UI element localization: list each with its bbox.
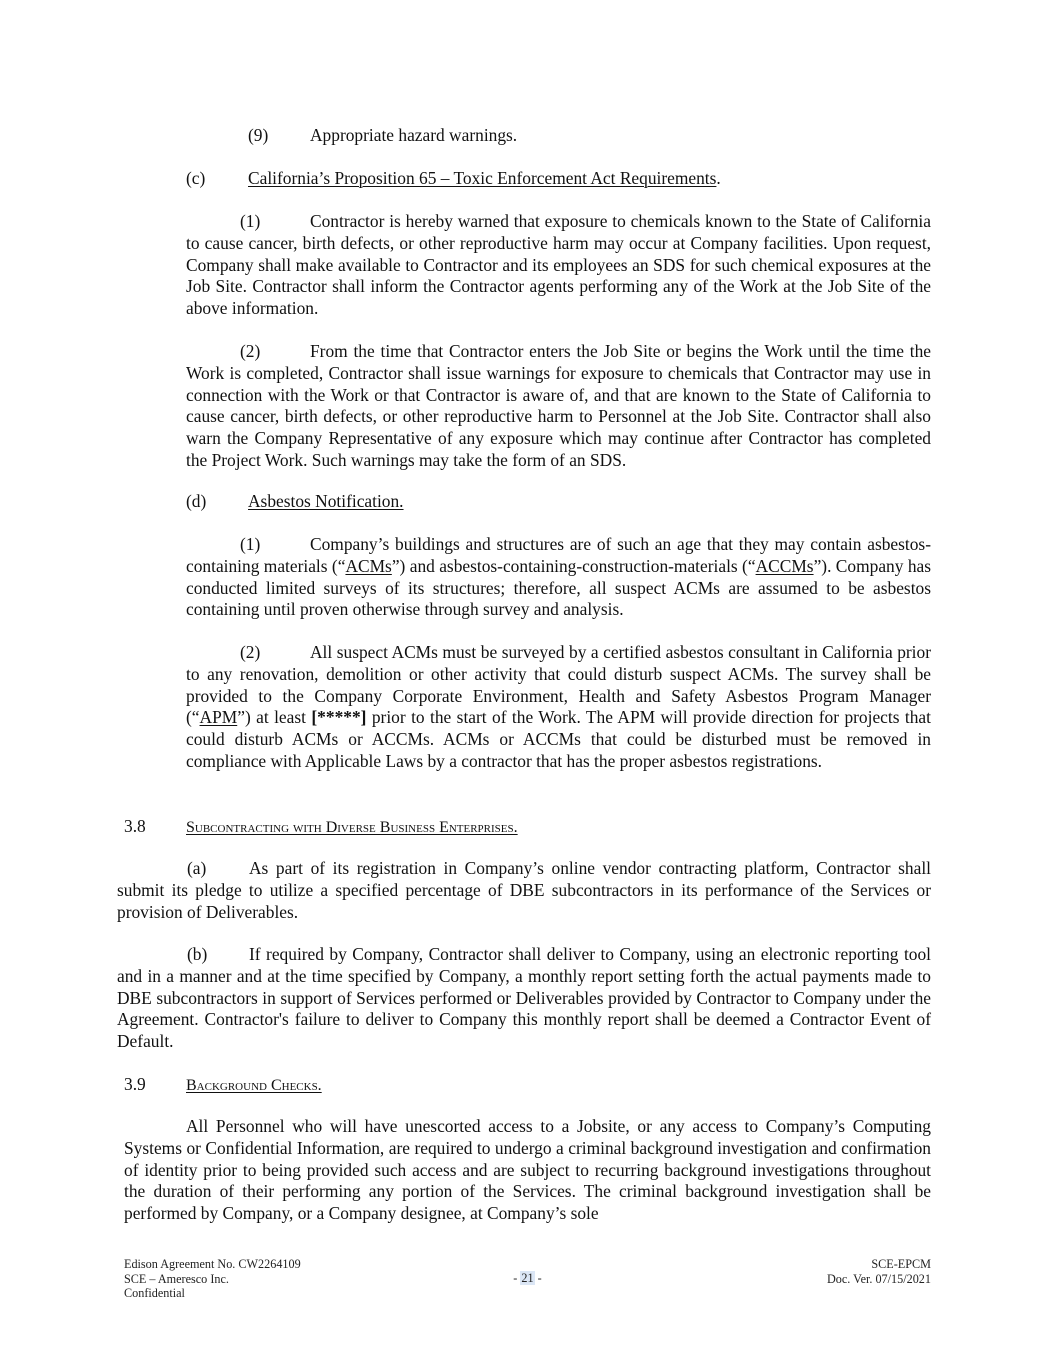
paragraph-text: ”) and asbestos-containing-construction-materials (“	[391, 555, 756, 576]
section-title: Subcontracting with Diverse Business Enterprises.	[186, 819, 518, 836]
paragraph-text: From the time that Contractor enters the Job Site or begins the Work until the time the Work is completed, Contractor shall issue warnings for exposure to chemicals that Contractor may use in connection with the Work or that Contractor is aware of, and that are known to the State of California to cause cancer, birth defects, or other reproductive harm to Personnel at the Job Site. Contractor shall also warn the Company Representative of any exposure which may continue after Contractor has completed the Project Work. Such warnings may take the form of an SDS.	[186, 341, 931, 470]
section-heading-3-8	[124, 816, 518, 839]
punctuation: .	[716, 168, 721, 188]
section-heading-3-9	[124, 1074, 322, 1097]
defined-term-apm: APM	[199, 707, 238, 728]
section-title: Background Checks.	[186, 1077, 322, 1094]
paragraph-label: (b)	[187, 944, 208, 964]
footer-doc-version: Doc. Ver. 07/15/2021	[826, 1271, 931, 1286]
footer-right	[827, 1257, 931, 1286]
paragraph-d1	[186, 534, 931, 621]
paragraph-label: (1)	[240, 211, 261, 231]
paragraph-text: As part of its registration in Company’s online vendor contracting platform, Contractor shall submit its pledge to utilize a specified percentage of DBE subcontractors in its performance of the Services or provision of Deliverables.	[117, 858, 931, 922]
paragraph-text: Company’s buildings and structures are of such an age that they may contain asbestos-containing materials (“	[186, 534, 931, 576]
paragraph-3-9	[124, 1116, 931, 1225]
footer-confidential: Confidential	[124, 1286, 185, 1301]
paragraph-3-8-b	[117, 944, 931, 1053]
footer-parties: SCE – Ameresco Inc.	[124, 1271, 229, 1286]
footer-doc-code: SCE-EPCM	[871, 1257, 931, 1271]
subsection-title: California’s Proposition 65 – Toxic Enforcement Act Requirements	[248, 168, 717, 188]
subsection-label: (d)	[186, 491, 207, 511]
paragraph-text: All suspect ACMs must be surveyed by a certified asbestos consultant in California prior to any renovation, demolition or other activity that could disturb suspect ACMs. The survey shall be provided to the Company Corporate Environment, Health and Safety Asbestos Program Manager (“	[186, 642, 931, 728]
section-number: 3.9	[124, 1074, 146, 1094]
subsection-label: (c)	[186, 168, 206, 188]
paragraph-label: (a)	[187, 858, 207, 878]
list-item-9	[248, 125, 517, 147]
paragraph-text: Contractor is hereby warned that exposure to chemicals known to the State of California to cause cancer, birth defects, or other reproductive harm may occur at Company facilities. Upon request, Company shall make available to Contractor and its employees an SDS for such chemical exposures at the Job Site. Contractor shall inform the Contractor agents performing any of the Work at the Job Site of the above information.	[186, 211, 931, 319]
paragraph-d2	[186, 642, 931, 773]
paragraph-text: prior to the start of the Work. The APM will provide direction for projects that could disturb ACMs or ACCMs. ACMs or ACCMs that could be disturbed must be removed in compliance with Applicable Laws by a contractor that has the proper asbestos registrations.	[186, 707, 931, 771]
subsection-title: Asbestos Notification.	[248, 491, 404, 511]
footer-agreement-number: Edison Agreement No. CW2264109	[124, 1257, 301, 1271]
item-text: Appropriate hazard warnings.	[310, 125, 518, 145]
redacted-value: [*****]	[311, 707, 367, 728]
subsection-heading-d	[186, 491, 404, 513]
paragraph-label: (1)	[240, 534, 261, 554]
paragraph-label: (2)	[240, 642, 261, 662]
paragraph-text: ”). Company has conducted limited surveys of its structures; therefore, all suspect ACMs are assumed to be asbestos containing until proven otherwise through survey and analysis.	[186, 555, 931, 620]
paragraph-c1	[186, 211, 931, 320]
page-number-suffix: -	[534, 1271, 542, 1285]
subsection-heading-c	[186, 168, 721, 190]
paragraph-text: If required by Company, Contractor shall deliver to Company, using an electronic reporting tool and in a manner and at the time specified by Company, a monthly report setting forth the actual payments made to DBE subcontractors in support of Services performed or Deliverables provided by Contractor to Company under the Agreement. Contractor's failure to deliver to Company this monthly report shall be deemed a Contractor Event of Default.	[117, 944, 931, 1052]
section-number: 3.8	[124, 816, 146, 836]
page-number-prefix: -	[513, 1271, 521, 1285]
defined-term-accms: ACCMs	[755, 555, 814, 576]
paragraph-text: All Personnel who will have unescorted access to a Jobsite, or any access to Company’s Computing Systems or Confidential Information, are required to undergo a criminal background investigation and confirmation of identity prior to being provided such access and are subject to recurring background investigations throughout the duration of their performing any portion of the Services. The criminal background investigation shall be performed by Company, or a Company designee, at Company’s sole	[124, 1116, 931, 1224]
paragraph-3-8-a	[117, 858, 931, 923]
paragraph-label: (2)	[240, 341, 261, 361]
paragraph-c2	[186, 341, 931, 472]
item-label: (9)	[248, 125, 269, 145]
defined-term-acms: ACMs	[345, 555, 392, 576]
paragraph-text: ”) at least	[237, 707, 312, 728]
page-number: 21	[521, 1271, 534, 1285]
